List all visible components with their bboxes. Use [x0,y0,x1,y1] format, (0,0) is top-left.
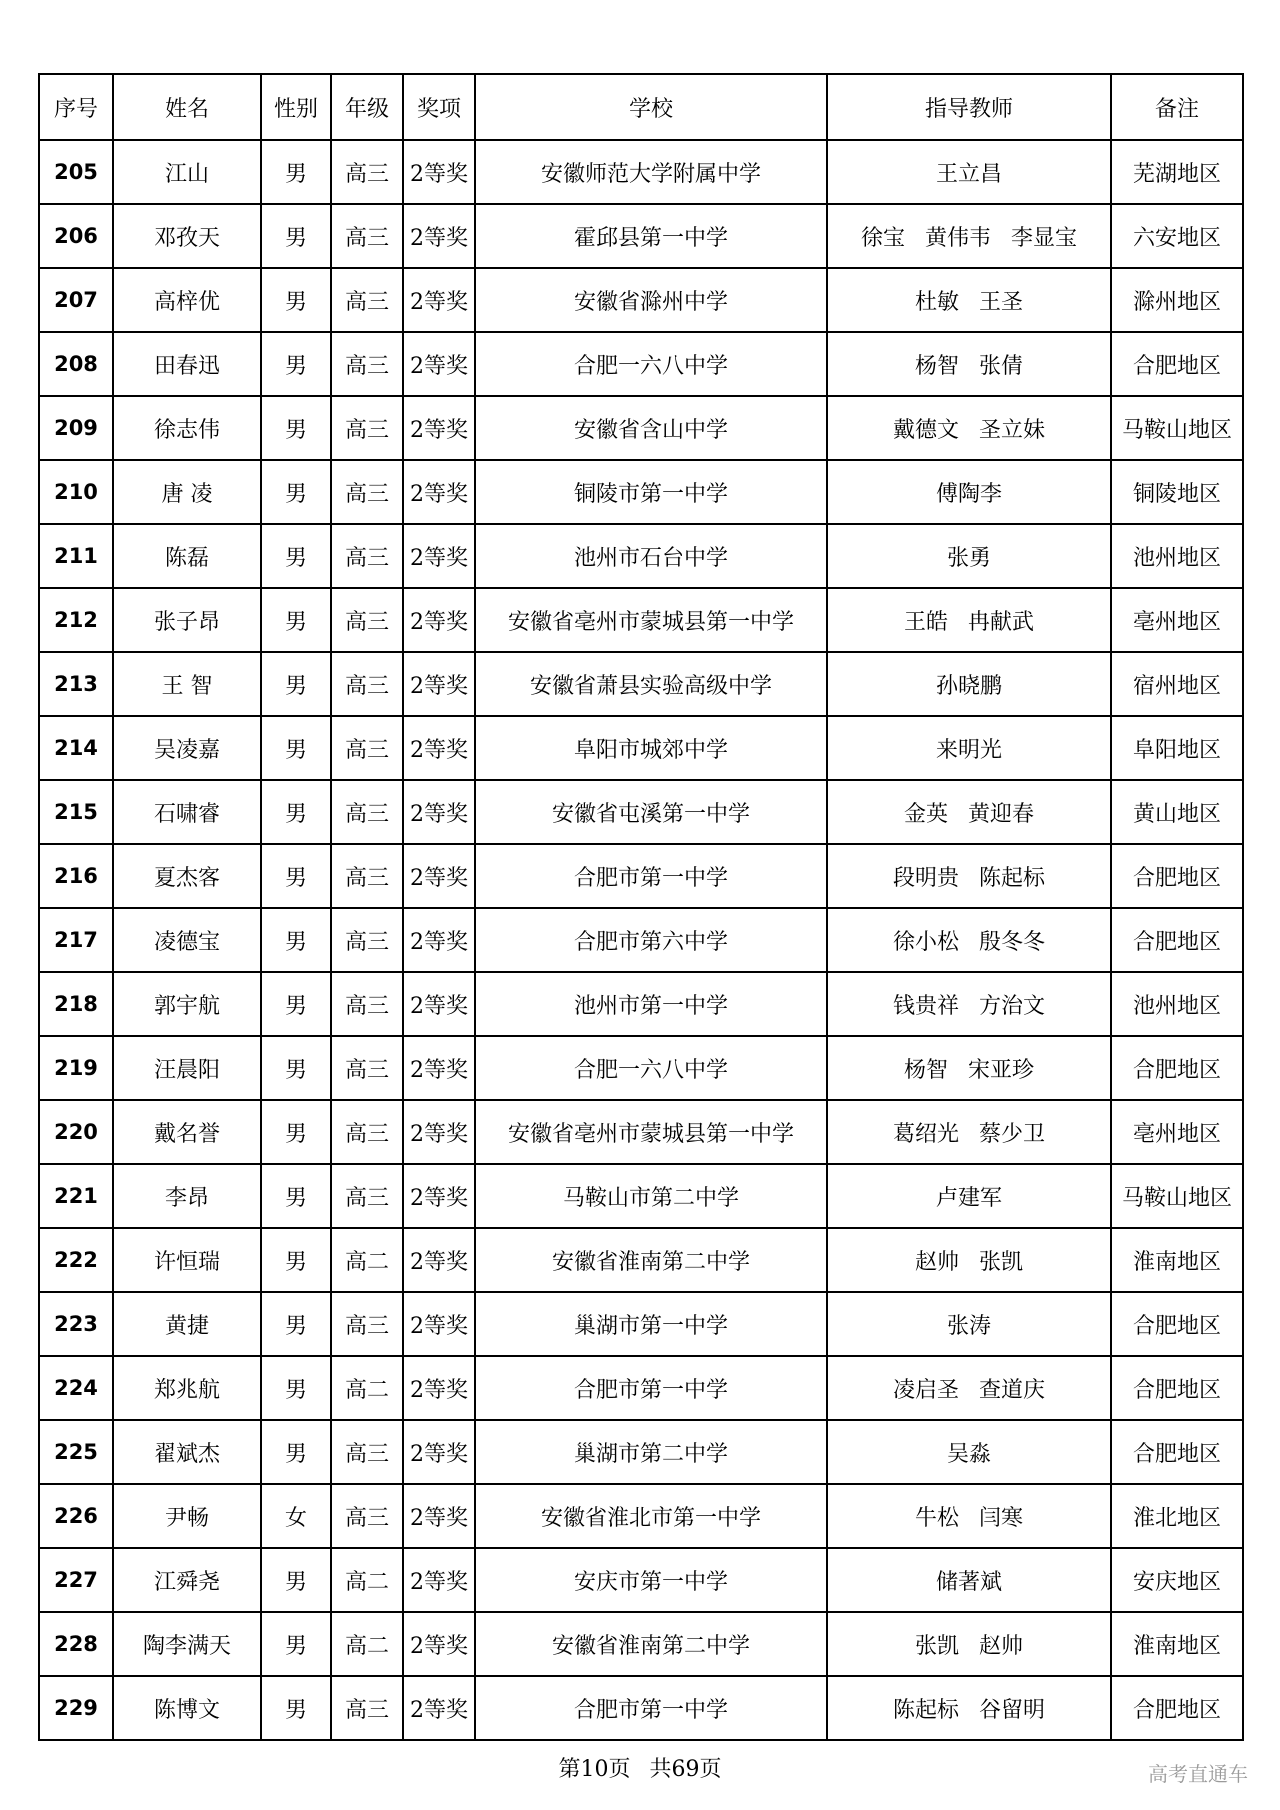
cell-seq: 229 [39,1676,113,1740]
cell-region: 铜陵地区 [1111,460,1243,524]
cell-gender: 男 [261,1100,331,1164]
table-row [39,204,1243,268]
cell-seq: 221 [39,1164,113,1228]
cell-name: 郭宇航 [113,972,261,1036]
cell-name: 翟斌杰 [113,1420,261,1484]
cell-award: 2等奖 [403,140,475,204]
cell-region: 六安地区 [1111,204,1243,268]
cell-name: 江山 [113,140,261,204]
teacher-name: 牛松 [914,1505,959,1531]
teacher-name: 杜敏 [914,289,959,315]
cell-grade: 高二 [331,1356,403,1420]
teacher-name: 黄迎春 [968,801,1035,827]
cell-name: 郑兆航 [113,1356,261,1420]
cell-grade: 高三 [331,1292,403,1356]
cell-region: 合肥地区 [1111,1356,1243,1420]
cell-teachers [827,652,1111,716]
cell-gender: 男 [261,332,331,396]
cell-region: 黄山地区 [1111,780,1243,844]
cell-seq: 225 [39,1420,113,1484]
cell-seq: 228 [39,1612,113,1676]
cell-award: 2等奖 [403,1292,475,1356]
cell-grade: 高三 [331,332,403,396]
cell-grade: 高三 [331,1484,403,1548]
cell-award: 2等奖 [403,1548,475,1612]
cell-award: 2等奖 [403,1164,475,1228]
cell-seq: 207 [39,268,113,332]
cell-grade: 高三 [331,1420,403,1484]
cell-name: 李昂 [113,1164,261,1228]
cell-gender: 男 [261,716,331,780]
cell-gender: 男 [261,588,331,652]
cell-seq: 220 [39,1100,113,1164]
cell-name: 黄捷 [113,1292,261,1356]
cell-award: 2等奖 [403,780,475,844]
table-row [39,1100,1243,1164]
cell-region: 合肥地区 [1111,1676,1243,1740]
cell-school: 安徽省淮南第二中学 [475,1612,827,1676]
teacher-name: 杨智 [903,1057,948,1083]
teacher-name: 吴淼 [946,1441,991,1467]
cell-school: 池州市石台中学 [475,524,827,588]
table-row [39,716,1243,780]
cell-gender: 女 [261,1484,331,1548]
page-number: 第10页 [558,1757,631,1782]
cell-region: 安庆地区 [1111,1548,1243,1612]
cell-teachers [827,1420,1111,1484]
cell-name: 张子昂 [113,588,261,652]
header-teachers: 指导教师 [827,74,1111,140]
table-row [39,1612,1243,1676]
teacher-name: 陈起标 [979,865,1046,891]
cell-school: 安徽省滁州中学 [475,268,827,332]
cell-seq: 216 [39,844,113,908]
cell-teachers [827,332,1111,396]
cell-gender: 男 [261,396,331,460]
cell-name: 许恒瑞 [113,1228,261,1292]
table-row [39,1036,1243,1100]
cell-school: 安徽省亳州市蒙城县第一中学 [475,1100,827,1164]
cell-region: 亳州地区 [1111,1100,1243,1164]
cell-teachers [827,1228,1111,1292]
cell-school: 马鞍山市第二中学 [475,1164,827,1228]
teacher-name: 陈起标 [892,1697,959,1723]
cell-school: 合肥市第一中学 [475,1676,827,1740]
teacher-name: 金英 [903,801,948,827]
header-seq: 序号 [39,74,113,140]
cell-name: 唐 凌 [113,460,261,524]
cell-seq: 206 [39,204,113,268]
cell-name: 江舜尧 [113,1548,261,1612]
header-name: 姓名 [113,74,261,140]
table-row [39,908,1243,972]
cell-grade: 高二 [331,1548,403,1612]
cell-region: 合肥地区 [1111,844,1243,908]
cell-name: 夏杰客 [113,844,261,908]
cell-gender: 男 [261,1292,331,1356]
table-row [39,780,1243,844]
cell-seq: 224 [39,1356,113,1420]
cell-gender: 男 [261,972,331,1036]
cell-award: 2等奖 [403,268,475,332]
cell-gender: 男 [261,1036,331,1100]
cell-name: 邓孜天 [113,204,261,268]
cell-teachers [827,204,1111,268]
cell-award: 2等奖 [403,1676,475,1740]
cell-school: 阜阳市城郊中学 [475,716,827,780]
cell-grade: 高三 [331,716,403,780]
cell-gender: 男 [261,844,331,908]
cell-teachers [827,1036,1111,1100]
cell-school: 合肥一六八中学 [475,332,827,396]
cell-gender: 男 [261,1164,331,1228]
teacher-name: 张凯 [914,1633,959,1659]
cell-school: 池州市第一中学 [475,972,827,1036]
cell-region: 宿州地区 [1111,652,1243,716]
teacher-name: 闫寒 [979,1505,1024,1531]
cell-name: 戴名誉 [113,1100,261,1164]
cell-seq: 217 [39,908,113,972]
cell-award: 2等奖 [403,908,475,972]
cell-teachers [827,780,1111,844]
teacher-name: 徐宝 [860,225,905,251]
header-grade: 年级 [331,74,403,140]
cell-region: 池州地区 [1111,972,1243,1036]
teacher-name: 赵帅 [979,1633,1024,1659]
cell-grade: 高三 [331,1036,403,1100]
table-row [39,524,1243,588]
teacher-name: 圣立妹 [979,417,1046,443]
cell-seq: 222 [39,1228,113,1292]
cell-grade: 高三 [331,460,403,524]
teacher-name: 张倩 [979,353,1024,379]
table-row [39,1228,1243,1292]
teacher-name: 卢建军 [935,1185,1002,1211]
header-award: 奖项 [403,74,475,140]
teacher-name: 王圣 [979,289,1024,315]
table-row [39,1356,1243,1420]
cell-region: 马鞍山地区 [1111,1164,1243,1228]
cell-region: 淮北地区 [1111,1484,1243,1548]
table-row [39,1484,1243,1548]
teacher-name: 李显宝 [1011,225,1078,251]
cell-teachers [827,1164,1111,1228]
cell-award: 2等奖 [403,332,475,396]
teacher-name: 蔡少卫 [979,1121,1046,1147]
cell-award: 2等奖 [403,524,475,588]
cell-teachers [827,1548,1111,1612]
cell-award: 2等奖 [403,1356,475,1420]
cell-region: 合肥地区 [1111,1036,1243,1100]
cell-grade: 高三 [331,908,403,972]
cell-award: 2等奖 [403,716,475,780]
teacher-name: 来明光 [935,737,1002,763]
cell-region: 合肥地区 [1111,332,1243,396]
cell-teachers [827,396,1111,460]
teacher-name: 宋亚珍 [968,1057,1035,1083]
table-row [39,396,1243,460]
cell-teachers [827,716,1111,780]
cell-gender: 男 [261,140,331,204]
teacher-name: 黄伟韦 [924,225,991,251]
cell-name: 凌德宝 [113,908,261,972]
cell-region: 池州地区 [1111,524,1243,588]
teacher-name: 王立昌 [935,161,1002,187]
cell-award: 2等奖 [403,844,475,908]
cell-school: 铜陵市第一中学 [475,460,827,524]
cell-name: 徐志伟 [113,396,261,460]
cell-grade: 高二 [331,1228,403,1292]
cell-region: 合肥地区 [1111,1292,1243,1356]
cell-seq: 210 [39,460,113,524]
cell-seq: 226 [39,1484,113,1548]
teacher-name: 王皓 [903,609,948,635]
teacher-name: 查道庆 [979,1377,1046,1403]
cell-teachers [827,1100,1111,1164]
teacher-name: 葛绍光 [892,1121,959,1147]
page-footer [0,1752,1280,1783]
cell-seq: 215 [39,780,113,844]
cell-grade: 高二 [331,1612,403,1676]
teacher-name: 杨智 [914,353,959,379]
cell-name: 石啸睿 [113,780,261,844]
cell-award: 2等奖 [403,1420,475,1484]
cell-grade: 高三 [331,1164,403,1228]
table-row [39,140,1243,204]
teacher-name: 段明贵 [892,865,959,891]
cell-grade: 高三 [331,524,403,588]
teacher-name: 方治文 [979,993,1046,1019]
cell-teachers [827,1612,1111,1676]
cell-gender: 男 [261,652,331,716]
cell-teachers [827,268,1111,332]
cell-region: 合肥地区 [1111,1420,1243,1484]
cell-school: 合肥市第一中学 [475,844,827,908]
cell-teachers [827,1292,1111,1356]
table-row [39,1420,1243,1484]
cell-region: 合肥地区 [1111,908,1243,972]
table-row [39,1164,1243,1228]
cell-gender: 男 [261,524,331,588]
cell-school: 合肥一六八中学 [475,1036,827,1100]
cell-teachers [827,972,1111,1036]
teacher-name: 孙晓鹏 [935,673,1002,699]
cell-grade: 高三 [331,1100,403,1164]
cell-award: 2等奖 [403,460,475,524]
cell-name: 陈磊 [113,524,261,588]
cell-name: 高梓优 [113,268,261,332]
cell-school: 安庆市第一中学 [475,1548,827,1612]
table-row [39,844,1243,908]
cell-seq: 227 [39,1548,113,1612]
cell-gender: 男 [261,1548,331,1612]
table-header-row [39,74,1243,140]
cell-award: 2等奖 [403,204,475,268]
cell-school: 安徽省含山中学 [475,396,827,460]
cell-teachers [827,588,1111,652]
cell-school: 巢湖市第一中学 [475,1292,827,1356]
header-gender: 性别 [261,74,331,140]
cell-seq: 219 [39,1036,113,1100]
cell-gender: 男 [261,1612,331,1676]
table-row [39,1676,1243,1740]
cell-name: 王 智 [113,652,261,716]
teacher-name: 张勇 [946,545,991,571]
cell-school: 安徽省淮南第二中学 [475,1228,827,1292]
teacher-name: 张凯 [979,1249,1024,1275]
cell-gender: 男 [261,908,331,972]
cell-award: 2等奖 [403,652,475,716]
cell-school: 合肥市第六中学 [475,908,827,972]
cell-teachers [827,908,1111,972]
cell-award: 2等奖 [403,972,475,1036]
cell-seq: 205 [39,140,113,204]
cell-gender: 男 [261,204,331,268]
cell-school: 安徽省亳州市蒙城县第一中学 [475,588,827,652]
teacher-name: 冉献武 [968,609,1035,635]
cell-school: 合肥市第一中学 [475,1356,827,1420]
cell-gender: 男 [261,1228,331,1292]
teacher-name: 傅陶李 [935,481,1002,507]
cell-name: 汪晨阳 [113,1036,261,1100]
cell-seq: 218 [39,972,113,1036]
cell-name: 陈博文 [113,1676,261,1740]
table-row [39,332,1243,396]
cell-region: 芜湖地区 [1111,140,1243,204]
cell-gender: 男 [261,780,331,844]
teacher-name: 徐小松 [892,929,959,955]
cell-teachers [827,1676,1111,1740]
cell-name: 田春迅 [113,332,261,396]
cell-gender: 男 [261,460,331,524]
header-school: 学校 [475,74,827,140]
cell-seq: 208 [39,332,113,396]
header-remark: 备注 [1111,74,1243,140]
cell-school: 安徽省萧县实验高级中学 [475,652,827,716]
cell-teachers [827,844,1111,908]
cell-name: 陶李满天 [113,1612,261,1676]
teacher-name: 谷留明 [979,1697,1046,1723]
teacher-name: 赵帅 [914,1249,959,1275]
teacher-name: 钱贵祥 [892,993,959,1019]
cell-name: 吴凌嘉 [113,716,261,780]
table-row [39,1292,1243,1356]
cell-award: 2等奖 [403,1612,475,1676]
cell-teachers [827,524,1111,588]
cell-grade: 高三 [331,204,403,268]
cell-grade: 高三 [331,652,403,716]
cell-teachers [827,1356,1111,1420]
cell-grade: 高三 [331,140,403,204]
teacher-name: 凌启圣 [892,1377,959,1403]
table-row [39,652,1243,716]
table-row [39,460,1243,524]
cell-grade: 高三 [331,396,403,460]
cell-seq: 214 [39,716,113,780]
cell-grade: 高三 [331,780,403,844]
table-row [39,1548,1243,1612]
cell-grade: 高三 [331,588,403,652]
cell-school: 安徽省屯溪第一中学 [475,780,827,844]
table-row [39,588,1243,652]
cell-teachers [827,460,1111,524]
cell-gender: 男 [261,268,331,332]
cell-grade: 高三 [331,844,403,908]
cell-region: 亳州地区 [1111,588,1243,652]
cell-region: 淮南地区 [1111,1228,1243,1292]
cell-seq: 212 [39,588,113,652]
teacher-name: 张涛 [946,1313,991,1339]
teacher-name: 殷冬冬 [979,929,1046,955]
table-row [39,972,1243,1036]
cell-teachers [827,1484,1111,1548]
cell-seq: 209 [39,396,113,460]
cell-award: 2等奖 [403,588,475,652]
teacher-name: 戴德文 [892,417,959,443]
cell-grade: 高三 [331,1676,403,1740]
cell-award: 2等奖 [403,1484,475,1548]
cell-school: 巢湖市第二中学 [475,1420,827,1484]
teacher-name: 储著斌 [935,1569,1002,1595]
cell-seq: 213 [39,652,113,716]
cell-grade: 高三 [331,972,403,1036]
cell-teachers [827,140,1111,204]
watermark: 高考直通车 [1148,1762,1248,1786]
cell-region: 滁州地区 [1111,268,1243,332]
cell-name: 尹畅 [113,1484,261,1548]
table-row [39,268,1243,332]
cell-school: 安徽省淮北市第一中学 [475,1484,827,1548]
cell-gender: 男 [261,1676,331,1740]
cell-region: 阜阳地区 [1111,716,1243,780]
award-table [38,73,1244,1741]
page-total: 共69页 [649,1757,722,1782]
table-body [39,140,1243,1740]
cell-gender: 男 [261,1356,331,1420]
cell-award: 2等奖 [403,396,475,460]
cell-school: 安徽师范大学附属中学 [475,140,827,204]
cell-award: 2等奖 [403,1228,475,1292]
cell-gender: 男 [261,1420,331,1484]
cell-seq: 211 [39,524,113,588]
cell-grade: 高三 [331,268,403,332]
cell-region: 马鞍山地区 [1111,396,1243,460]
cell-award: 2等奖 [403,1100,475,1164]
cell-region: 淮南地区 [1111,1612,1243,1676]
cell-school: 霍邱县第一中学 [475,204,827,268]
cell-seq: 223 [39,1292,113,1356]
cell-award: 2等奖 [403,1036,475,1100]
